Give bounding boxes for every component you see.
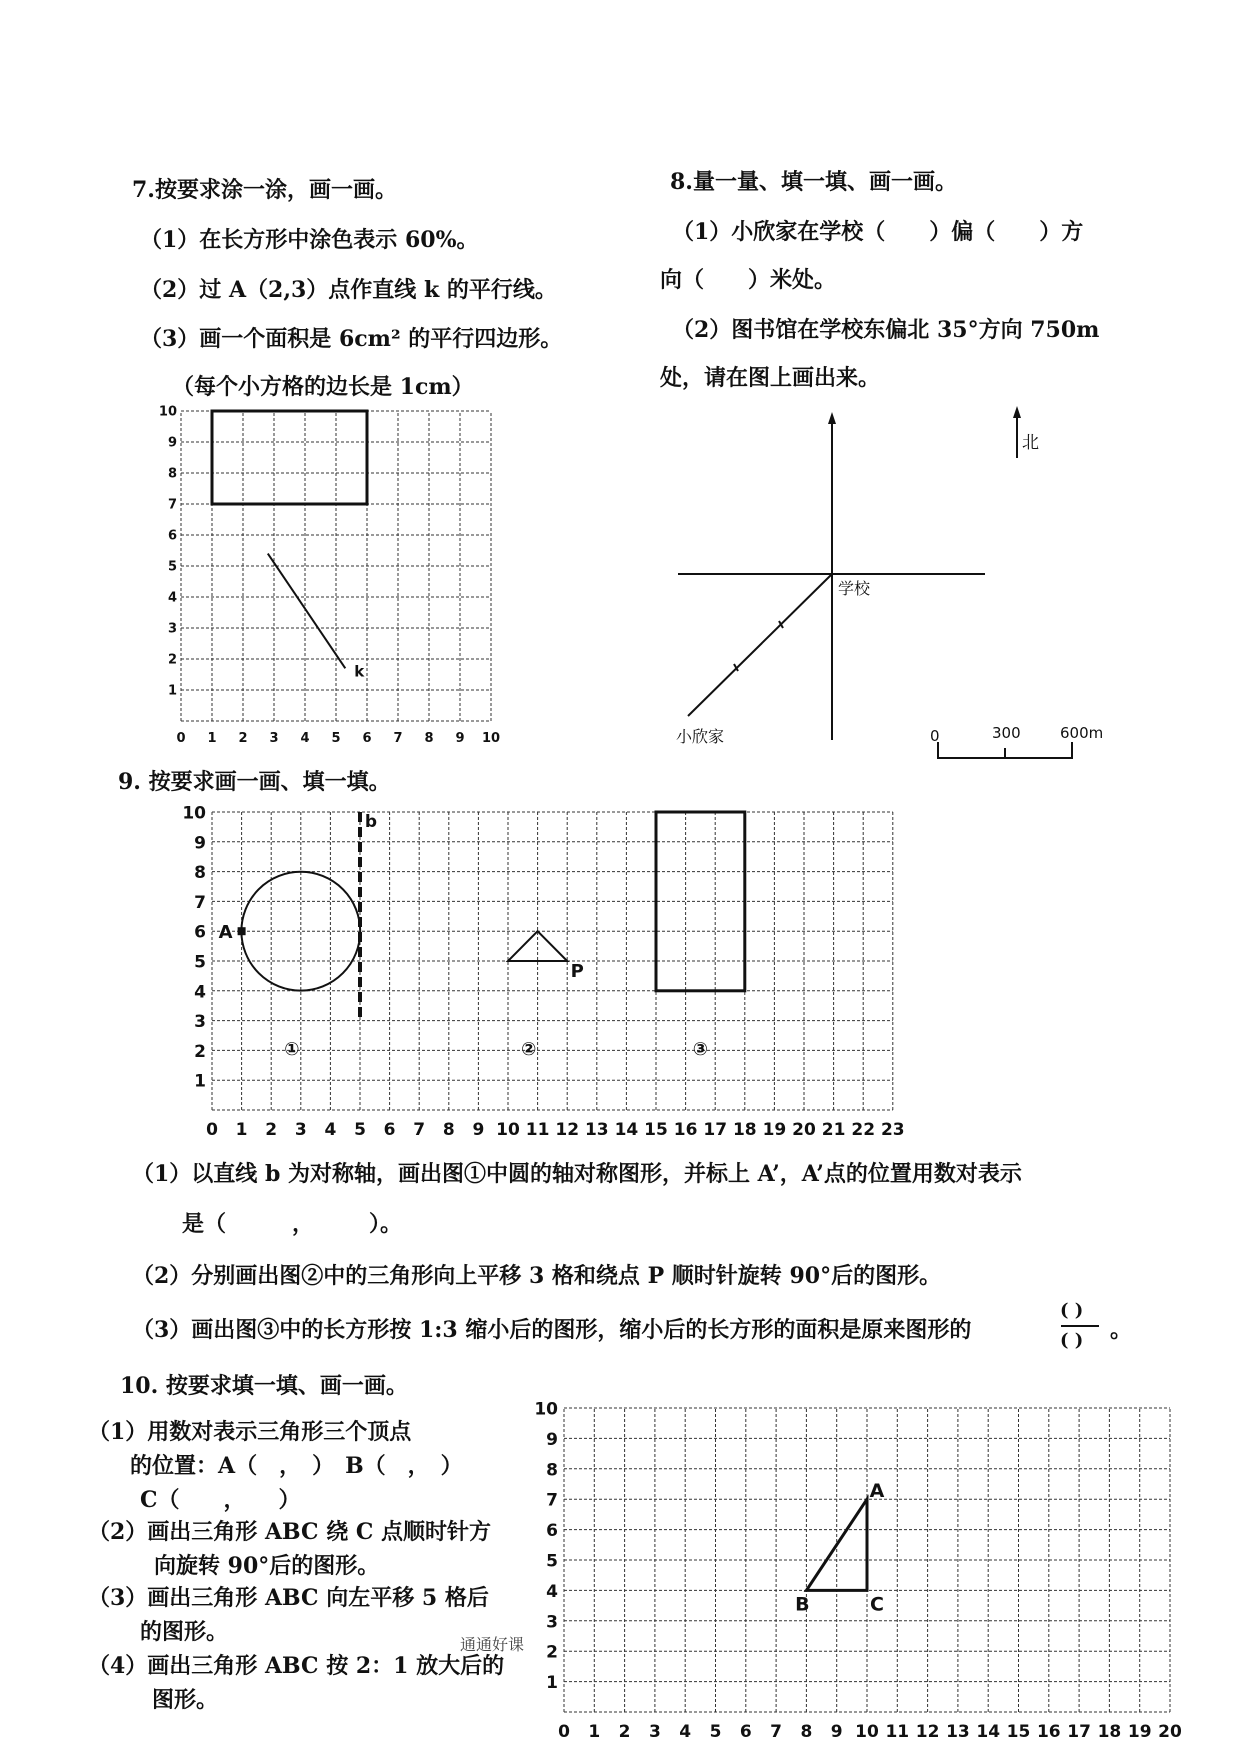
q10-item-1c: C（ ， ） [140,1487,301,1513]
x-tick-label: 0 [176,731,186,746]
x-tick-label: 3 [269,731,279,746]
x-tick-label: 14 [614,1120,639,1140]
x-tick-label: 1 [207,731,217,746]
x-tick-label: 2 [618,1722,631,1742]
y-tick-label: 9 [167,435,177,451]
q10-item-1a: （1）用数对表示三角形三个顶点 [88,1419,412,1445]
y-tick-label: 10 [182,803,206,824]
x-tick-label: 20 [792,1120,816,1140]
y-tick-label: 1 [194,1071,206,1092]
q8-item-2a: （2）图书馆在学校东偏北 35°方向 750m [672,317,1100,343]
y-tick-label: 7 [546,1490,558,1511]
q7-note: （每个小方格的边长是 1cm） [172,374,474,400]
x-tick-label: 3 [648,1722,661,1742]
x-tick-label: 6 [362,731,372,746]
y-tick-label: 6 [194,922,206,943]
x-tick-label: 9 [455,731,465,746]
y-tick-label: 5 [194,952,206,973]
x-tick-label: 10 [855,1722,879,1742]
vertex-b-label: B [795,1593,810,1616]
line-k-label: k [354,662,365,681]
y-tick-label: 4 [194,982,206,1003]
q10-item-4a: （4）画出三角形 ABC 按 2：1 放大后的 [88,1653,505,1679]
q10-item-1b: 的位置：A（ ， ） B（ ， ） [130,1453,463,1479]
y-tick-label: 9 [194,833,206,854]
x-tick-label: 17 [703,1120,728,1140]
y-tick-label: 10 [534,1399,558,1420]
scale-300: 300 [992,724,1021,742]
x-tick-label: 15 [1006,1722,1031,1742]
y-tick-label: 10 [158,404,177,420]
y-tick-label: 8 [194,863,206,884]
x-tick-label: 12 [555,1120,580,1140]
x-tick-label: 13 [584,1120,609,1140]
x-tick-label: 8 [800,1722,813,1742]
q9-item-3: （3）画出图③中的长方形按 1:3 缩小后的图形，缩小后的长方形的面积是原来图形的 [132,1317,972,1343]
x-tick-label: 2 [265,1120,278,1140]
x-tick-label: 2 [238,731,248,746]
x-tick-label: 5 [354,1120,366,1140]
x-tick-label: 6 [383,1120,396,1140]
x-tick-label: 10 [481,731,501,746]
x-tick-label: 4 [679,1722,692,1742]
y-tick-label: 1 [546,1673,558,1694]
x-tick-label: 7 [393,731,403,746]
y-tick-label: 4 [167,590,177,606]
y-tick-label: 9 [546,1429,558,1450]
x-tick-label: 19 [1127,1722,1152,1742]
y-tick-label: 8 [546,1460,558,1481]
y-tick-label: 1 [167,683,177,699]
x-tick-label: 13 [946,1722,970,1742]
q7-item-1: （1）在长方形中涂色表示 60%。 [140,227,479,253]
x-tick-label: 17 [1067,1722,1091,1742]
x-tick-label: 16 [1036,1722,1061,1742]
q9-item-1a: （1）以直线 b 为对称轴，画出图①中圆的轴对称图形，并标上 A’，A’点的位置用数对表示 [132,1161,1022,1187]
q9-frac-numerator: ( ) [1060,1300,1084,1321]
x-tick-label: 23 [880,1120,905,1140]
q9-item-1b: 是（ ， ）。 [182,1211,403,1237]
q8-item-1b: 向（ ）米处。 [660,267,837,293]
x-tick-label: 7 [413,1120,426,1140]
x-tick-label: 4 [300,731,310,746]
x-tick-label: 6 [739,1722,752,1742]
figure-3-label: ③ [692,1038,709,1060]
x-tick-label: 15 [644,1120,668,1140]
x-tick-label: 11 [885,1722,910,1742]
school-label: 学校 [838,579,871,598]
x-tick-label: 19 [762,1120,787,1140]
q9-item-2: （2）分别画出图②中的三角形向上平移 3 格和绕点 P 顺时针旋转 90°后的图形。 [132,1263,942,1289]
x-tick-label: 9 [830,1722,843,1742]
x-tick-label: 1 [235,1120,248,1140]
x-tick-label: 4 [324,1120,337,1140]
q8-item-1a: （1）小欣家在学校（ ）偏（ ）方 [672,219,1084,245]
y-tick-label: 2 [546,1642,558,1663]
q10-item-3b: 的图形。 [140,1619,229,1645]
x-tick-label: 10 [496,1120,520,1140]
x-tick-label: 11 [525,1120,550,1140]
y-tick-label: 5 [167,559,177,575]
x-tick-label: 22 [851,1120,876,1140]
x-tick-label: 7 [770,1722,783,1742]
figure-2-label: ② [521,1038,537,1060]
q7-item-2: （2）过 A（2,3）点作直线 k 的平行线。 [140,277,557,303]
q10-title: 10. 按要求填一填、画一画。 [120,1373,408,1399]
vertex-c-label: C [870,1593,884,1616]
y-tick-label: 3 [167,621,177,637]
x-tick-label: 8 [424,731,434,746]
x-tick-label: 14 [976,1722,1001,1742]
q10-item-2a: （2）画出三角形 ABC 绕 C 点顺时针方 [88,1519,492,1545]
q9-title: 9. 按要求画一画、填一填。 [118,769,391,795]
q10-item-2b: 向旋转 90°后的图形。 [154,1553,380,1579]
y-tick-label: 7 [194,892,206,913]
q7-title: 7.按要求涂一涂，画一画。 [132,177,397,203]
y-tick-label: 2 [167,652,177,668]
y-tick-label: 6 [167,528,177,544]
q9-frac-denominator: ( ) [1060,1330,1084,1351]
x-tick-label: 5 [331,731,341,746]
point-a-label: A [218,922,233,944]
watermark: 通通好课 [460,1635,525,1654]
home-label: 小欣家 [676,727,725,746]
y-tick-label: 2 [194,1041,206,1062]
q10-item-4b: 图形。 [152,1687,219,1713]
y-tick-label: 3 [546,1612,558,1633]
x-tick-label: 9 [472,1120,485,1140]
x-tick-label: 0 [206,1120,218,1140]
x-tick-label: 8 [442,1120,455,1140]
q9-item-3-end: 。 [1110,1317,1133,1343]
x-tick-label: 0 [558,1722,570,1742]
y-tick-label: 7 [167,497,177,513]
y-tick-label: 4 [546,1581,558,1602]
x-tick-label: 20 [1158,1722,1182,1742]
scale-0: 0 [930,727,940,745]
point-p-label: P [570,961,584,982]
axis-b-label: b [364,811,378,832]
y-tick-label: 3 [194,1012,206,1033]
q8-item-2b: 处，请在图上画出来。 [660,365,881,391]
y-tick-label: 5 [546,1551,558,1572]
x-tick-label: 5 [709,1722,722,1742]
x-tick-label: 16 [673,1120,698,1140]
q7-item-3: （3）画一个面积是 6cm² 的平行四边形。 [140,326,563,352]
vertex-a-label: A [869,1480,885,1503]
q10-item-3a: （3）画出三角形 ABC 向左平移 5 格后 [88,1585,489,1611]
x-tick-label: 21 [821,1120,846,1140]
y-tick-label: 6 [546,1521,558,1542]
x-tick-label: 12 [915,1722,940,1742]
x-tick-label: 18 [1097,1722,1122,1742]
north-label: 北 [1022,433,1039,453]
y-tick-label: 8 [167,466,177,482]
scale-600m: 600m [1060,724,1104,742]
figure-1-label: ① [284,1038,300,1060]
x-tick-label: 3 [294,1120,307,1140]
x-tick-label: 18 [732,1120,757,1140]
x-tick-label: 1 [588,1722,601,1742]
q8-title: 8.量一量、填一填、画一画。 [670,169,957,195]
